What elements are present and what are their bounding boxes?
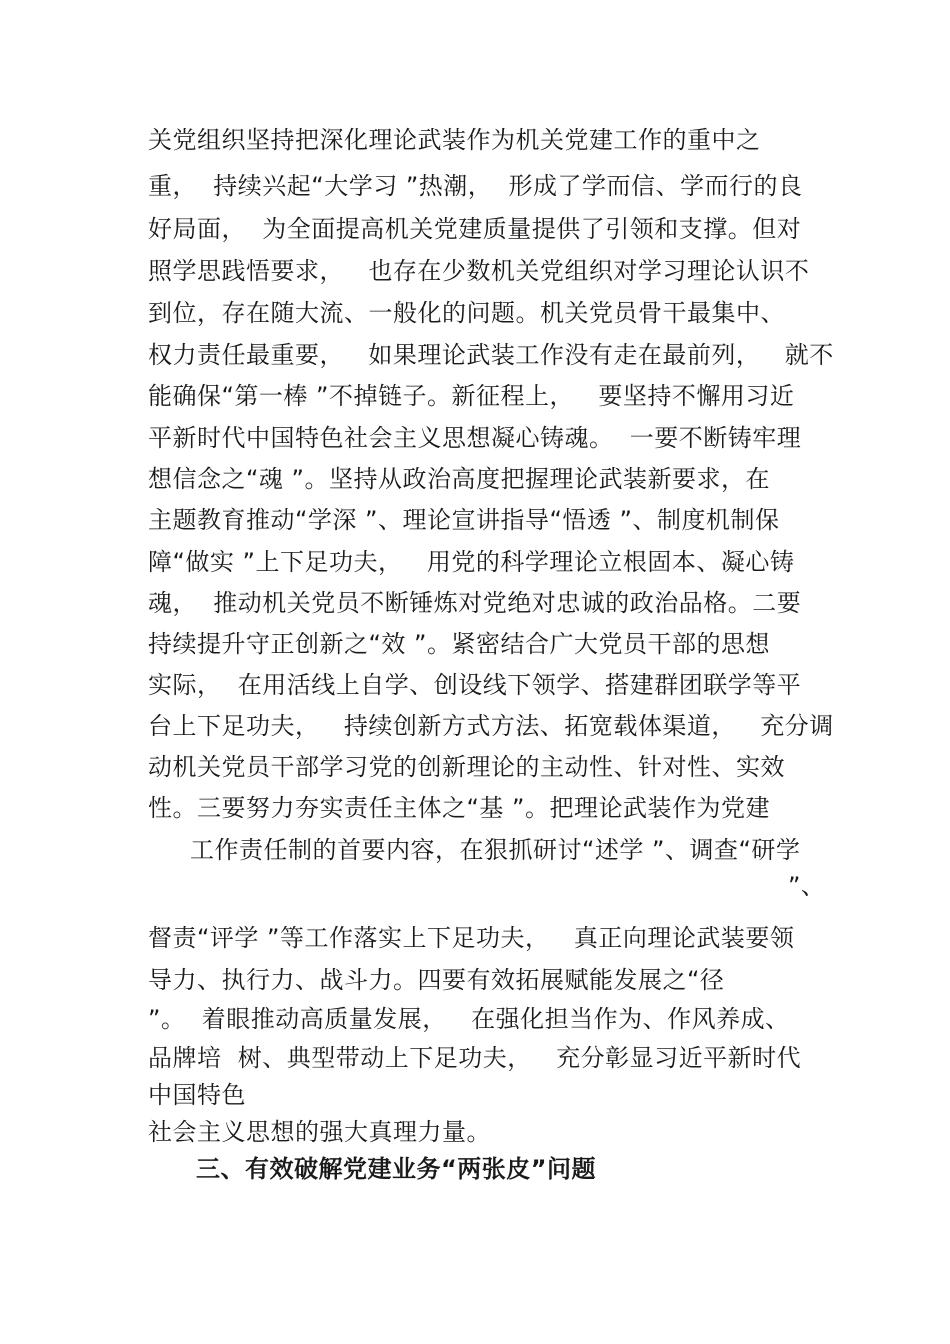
text-line-7: 能确保“第一棒 ”不掉链子。新征程上， 要坚持不懈用习近 [148,382,795,410]
text-line-18: 工作责任制的首要内容，在狠抓研讨“述学 ”、调查“研学 [190,836,801,864]
text-line-1: 关党组织坚持把深化理论武装作为机关党建工作的重中之 [148,126,761,154]
text-line-14: 实际， 在用活线上自学、创设线下领学、搭建群团联学等平 [148,671,802,699]
text-line-9: 想信念之“魂 ”。坚持从政治高度把握理论武装新要求，在 [148,465,770,493]
text-line-22: ”。 着眼推动高质量发展， 在强化担当作为、作风养成、 [148,1005,790,1033]
text-line-6: 权力责任最重要， 如果理论武装工作没有走在最前列， 就不 [148,341,834,369]
text-line-20: 督责“评学 ”等工作落实上下足功夫， 真正向理论武装要领 [148,924,795,952]
text-line-17: 性。三要努力夯实责任主体之“基 ”。把理论武装作为党建 [148,794,770,822]
text-line-10: 主题教育推动“学深 ”、理论宣讲指导“悟透 ”、制度机制保 [148,506,780,534]
text-line-12: 魂， 推动机关党员不断锤炼对党绝对忠诚的政治品格。二要 [148,589,802,617]
text-line-19: ”、 [788,872,826,900]
text-line-5: 到位，存在随大流、一般化的问题。机关党员骨干最集中、 [148,299,785,327]
text-line-21: 导力、执行力、战斗力。四要有效拓展赋能发展之“径 [148,966,725,994]
text-line-23: 品牌培 树、典型带动上下足功夫， 充分彰显习近平新时代 [148,1044,802,1072]
text-line-3: 好局面， 为全面提高机关党建质量提供了引领和支撑。但对 [148,215,802,243]
text-line-13: 持续提升守正创新之“效 ”。紧密结合广大党员干部的思想 [148,630,770,658]
text-line-25: 社会主义思想的强大真理力量。 [148,1118,491,1146]
text-line-8: 平新时代中国特色社会主义思想凝心铸魂。 一要不断铸牢理 [148,424,802,452]
text-line-11: 障“做实 ”上下足功夫， 用党的科学理论立根固本、凝心铸 [148,548,795,576]
text-line-4: 照学思践悟要求， 也存在少数机关党组织对学习理论认识不 [148,257,810,285]
section-heading: 三、有效破解党建业务“两张皮”问题 [196,1155,597,1183]
text-line-16: 动机关党员干部学习党的创新理论的主动性、针对性、实效 [148,753,785,781]
text-line-2: 重， 持续兴起“大学习 ”热潮， 形成了学而信、学而行的良 [148,172,803,200]
text-line-15: 台上下足功夫， 持续创新方式方法、拓宽载体渠道， 充分调 [148,712,834,740]
text-line-24: 中国特色 [148,1081,246,1109]
